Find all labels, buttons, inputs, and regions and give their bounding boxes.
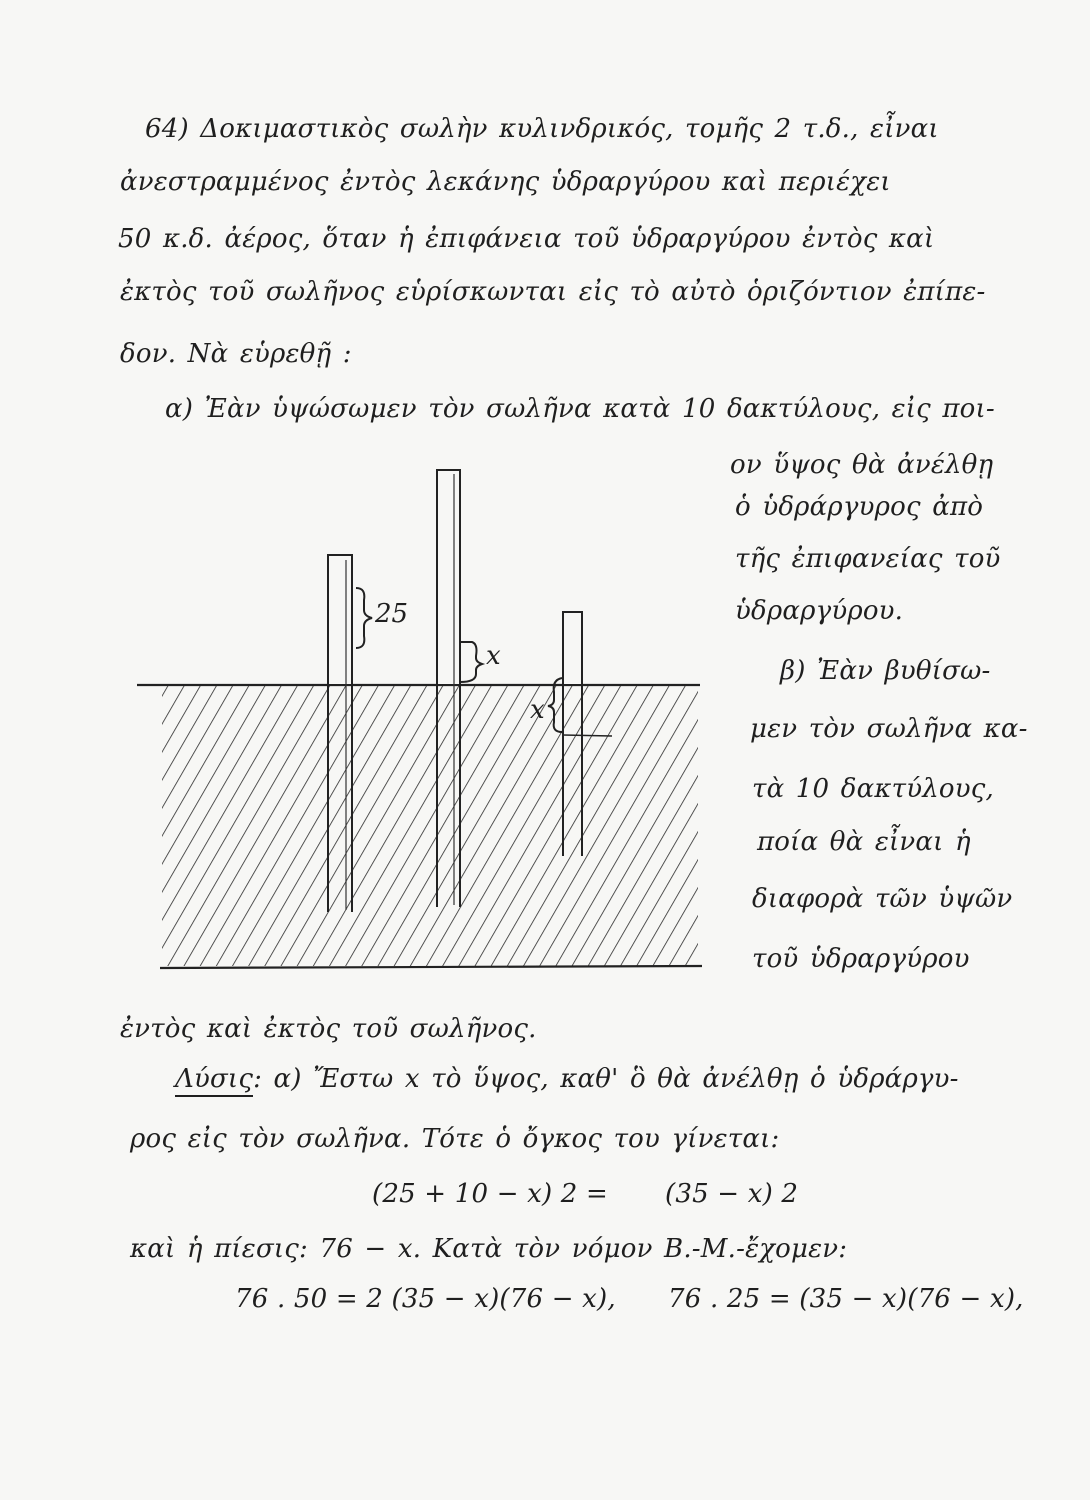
equation-2-left: 76 . 50 = 2 (35 − x)(76 − x), bbox=[235, 1284, 616, 1314]
solution-line-3: καὶ ἡ πίεσις: 76 − x. Κατὰ τὸν νόμον Β.-Μ.-ἔχομεν: bbox=[130, 1234, 848, 1264]
mercury-tubes-diagram bbox=[120, 460, 720, 990]
part-b-line-3: τὰ 10 δακτύλους, bbox=[752, 774, 994, 804]
part-b-line-2: μεν τὸν σωλῆνα κα- bbox=[750, 714, 1028, 744]
part-a-line-5: ὑδραργύρου. bbox=[735, 596, 904, 626]
tube-3-air-space bbox=[564, 613, 581, 684]
problem-line-1: 64) Δοκιμαστικὸς σωλὴν κυλινδρικός, τομῆς 2 τ.δ., εἶναι bbox=[145, 114, 939, 144]
solution-line-1 bbox=[175, 1062, 959, 1096]
tube-1-label: 25 bbox=[375, 599, 409, 629]
part-a-line-4: τῆς ἐπιφανείας τοῦ bbox=[735, 544, 1001, 574]
equation-1-left: (25 + 10 − x) 2 = bbox=[372, 1179, 609, 1209]
tube-1-brace bbox=[356, 588, 372, 648]
tube-2-air-space bbox=[438, 471, 459, 684]
problem-line-3: 50 κ.δ. ἀέρος, ὅταν ἡ ἐπιφάνεια τοῦ ὑδραργύρου ἐντὸς καὶ bbox=[118, 224, 935, 254]
problem-line-5: δον. Νὰ εὑρεθῇ : bbox=[120, 339, 352, 369]
solution-line-1-text: : α) Ἔστω x τὸ ὕψος, καθ' ὃ θὰ ἀνέλθῃ ὁ ὑδράργυ- bbox=[253, 1064, 959, 1094]
tube-2-label: x bbox=[486, 641, 501, 671]
basin-bottom-line bbox=[160, 966, 702, 968]
part-b-line-7: ἐντὸς καὶ ἐκτὸς τοῦ σωλῆνος. bbox=[120, 1014, 537, 1044]
part-b-line-6: τοῦ ὑδραργύρου bbox=[752, 944, 970, 974]
part-b-line-1: β) Ἐὰν βυθίσω- bbox=[780, 656, 991, 686]
equation-1-right: (35 − x) 2 bbox=[665, 1179, 799, 1209]
problem-line-2: ἀνεστραμμένος ἐντὸς λεκάνης ὑδραργύρου καὶ περιέχει bbox=[120, 167, 891, 197]
part-a-line-2: ον ὕψος θὰ ἀνέλθῃ bbox=[730, 450, 994, 480]
mercury-hatching bbox=[162, 686, 698, 966]
equation-2-right: 76 . 25 = (35 − x)(76 − x), bbox=[668, 1284, 1024, 1314]
part-a-line-1: α) Ἐὰν ὑψώσωμεν τὸν σωλῆνα κατὰ 10 δακτύλους, εἰς ποι- bbox=[165, 394, 995, 424]
problem-line-4: ἐκτὸς τοῦ σωλῆνος εὑρίσκωνται εἰς τὸ αὐτὸ ὁριζόντιον ἐπίπε- bbox=[120, 277, 986, 307]
tube-1-air-space bbox=[329, 556, 351, 684]
part-b-line-4: ποία θὰ εἶναι ἡ bbox=[757, 827, 971, 857]
tube-3-label: x bbox=[530, 695, 545, 725]
part-a-line-3: ὁ ὑδράργυρος ἀπὸ bbox=[735, 492, 984, 522]
tube-2-brace bbox=[460, 642, 482, 682]
part-b-line-5: διαφορὰ τῶν ὑψῶν bbox=[752, 884, 1013, 914]
solution-line-2: ρος εἰς τὸν σωλῆνα. Τότε ὁ ὄγκος του γίνεται: bbox=[130, 1124, 780, 1154]
tube-3-inner-level-mark bbox=[563, 735, 612, 736]
solution-heading: Λύσις bbox=[175, 1064, 253, 1097]
